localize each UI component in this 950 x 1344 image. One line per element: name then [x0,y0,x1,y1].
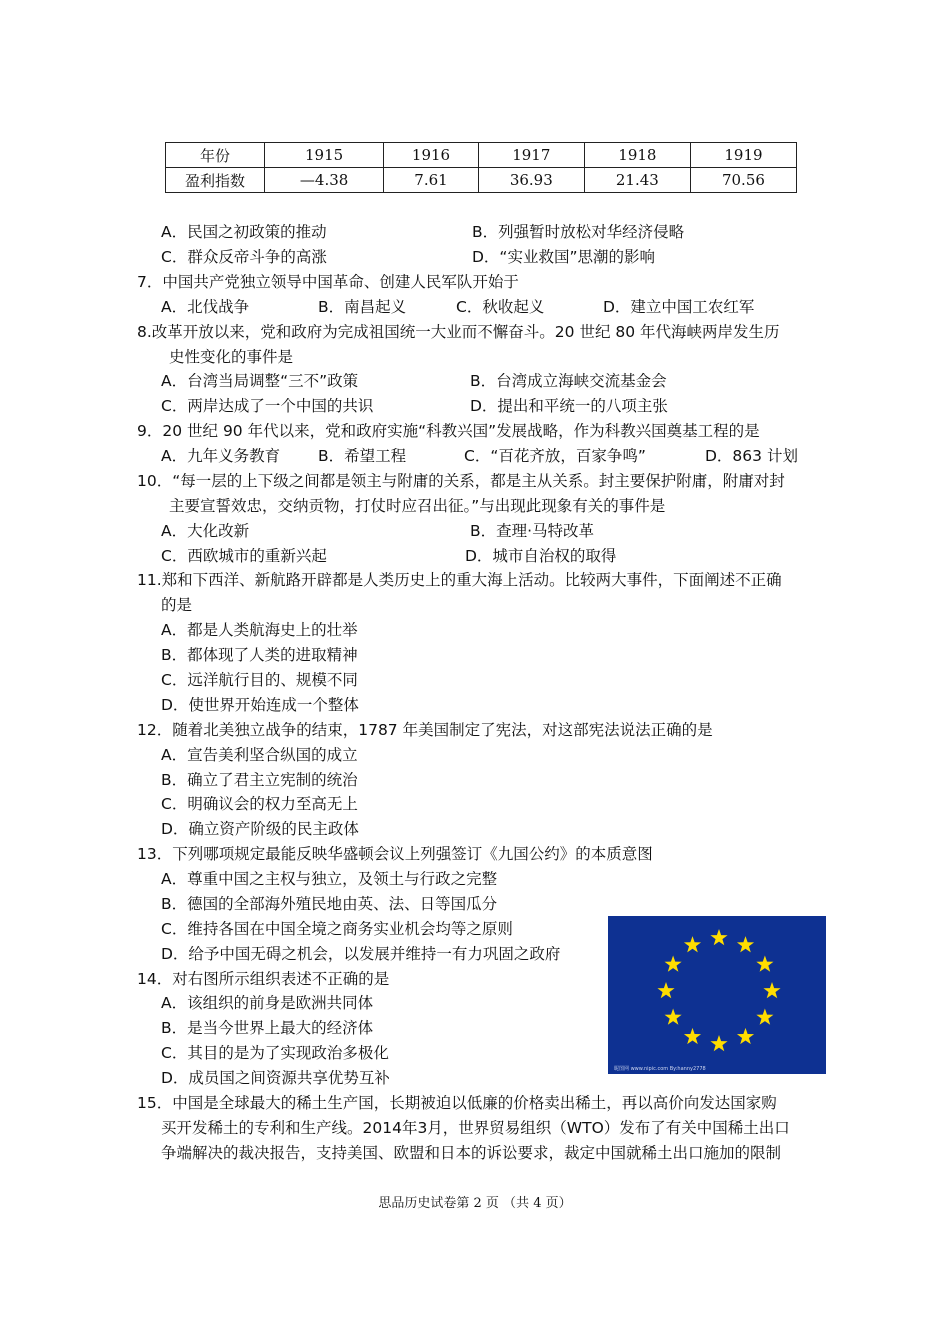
star-icon [665,956,682,972]
q11-stem-line1: 11.郑和下西洋、新航路开辟都是人类历史上的重大海上活动。比较两大事件，下面阐述不正确 [137,571,782,589]
q7-option-b: B．南昌起义 [318,298,407,316]
q8-stem-line1: 8.改革开放以来，党和政府为完成祖国统一大业而不懈奋斗。20 世纪 80 年代海峡两岸发生历 [137,323,780,341]
q6-option-c: C．群众反帝斗争的高涨 [161,248,327,266]
q9-option-d: D．863 计划 [705,447,798,465]
table-row-index [166,168,797,193]
q11-option-b: B．都体现了人类的进取精神 [161,646,358,664]
q13-option-d: D．给予中国无碍之机会，以发展并维持一有力巩固之政府 [161,945,561,963]
q14-stem: 14．对右图所示组织表述不正确的是 [137,970,390,988]
q10-stem-line2: 主要宣誓效忠，交纳贡物，打仗时应召出征。”与出现此现象有关的事件是 [169,497,666,515]
star-icon [684,1028,701,1044]
q9-stem: 9．20 世纪 90 年代以来，党和政府实施“科教兴国”发展战略，作为科教兴国奠基工程的是 [137,422,760,440]
star-icon [737,936,754,952]
profit-index-table [165,142,797,193]
star-icon [763,982,780,998]
q7-option-a: A．北伐战争 [161,298,250,316]
q10-option-b: B．查理·马特改革 [470,522,595,540]
q8-option-d: D．提出和平统一的八项主张 [470,397,668,415]
star-icon [684,936,701,952]
q14-option-a: A．该组织的前身是欧洲共同体 [161,994,374,1012]
q15-line1: 15．中国是全球最大的稀土生产国，长期被迫以低廉的价格卖出稀土，再以高价向发达国家购 [137,1094,777,1112]
table-cell: —4.38 [265,168,384,193]
table-cell: 1919 [690,143,796,168]
q9-option-a: A．九年义务教育 [161,447,281,465]
table-cell: 1916 [384,143,479,168]
q11-option-d: D．使世界开始连成一个整体 [161,696,359,714]
q13-option-b: B．德国的全部海外殖民地由英、法、日等国瓜分 [161,895,498,913]
table-cell: 21.43 [584,168,690,193]
q9-option-b: B．希望工程 [318,447,407,465]
q12-option-c: C．明确议会的权力至高无上 [161,795,358,813]
q12-stem: 12．随着北美独立战争的结束，1787 年美国制定了宪法，对这部宪法说法正确的是 [137,721,713,739]
q7-option-d: D．建立中国工农红军 [603,298,755,316]
q11-stem-line2: 的是 [161,596,193,614]
table-cell: 1917 [478,143,584,168]
q6-option-d: D．“实业救国”思潮的影响 [472,248,655,266]
star-icon [756,956,773,972]
q13-option-c: C．维持各国在中国全境之商务实业机会均等之原则 [161,920,513,938]
q14-option-d: D．成员国之间资源共享优势互补 [161,1069,390,1087]
star-icon [710,1035,727,1051]
star-icon [756,1009,773,1025]
table-header-index: 盈利指数 [166,168,265,193]
q12-option-d: D．确立资产阶级的民主政体 [161,820,359,838]
star-icon [665,1009,682,1025]
eu-flag-icon [608,916,826,1074]
q14-option-c: C．其目的是为了实现政治多极化 [161,1044,389,1062]
table-cell: 1915 [265,143,384,168]
q10-option-a: A．大化改新 [161,522,250,540]
q6-option-b: B．列强暂时放松对华经济侵略 [472,223,685,241]
eu-flag-stars [608,916,826,1074]
q11-option-a: A．都是人类航海史上的壮举 [161,621,358,639]
star-icon [710,929,727,945]
q13-stem: 13．下列哪项规定最能反映华盛顿会议上列强签订《九国公约》的本质意图 [137,845,653,863]
q15-line3: 争端解决的裁决报告，支持美国、欧盟和日本的诉讼要求，裁定中国就稀土出口施加的限制 [161,1144,782,1162]
q12-option-a: A．宣告美利坚合纵国的成立 [161,746,358,764]
table-row-year [166,143,797,168]
table-cell: 36.93 [478,168,584,193]
q7-option-c: C．秋收起义 [456,298,545,316]
q8-option-b: B．台湾成立海峡交流基金会 [470,372,667,390]
table-cell: 1918 [584,143,690,168]
q8-option-c: C．两岸达成了一个中国的共识 [161,397,374,415]
table-cell: 7.61 [384,168,479,193]
q15-line2: 买开发稀土的专利和生产线。2014年3月，世界贸易组织（WTO）发布了有关中国稀土出口 [161,1119,790,1137]
q7-stem: 7．中国共产党独立领导中国革命、创建人民军队开始于 [137,273,519,291]
q10-stem-line1: 10．“每一层的上下级之间都是领主与附庸的关系，都是主从关系。封主要保护附庸，附庸对封 [137,472,785,490]
star-icon [737,1028,754,1044]
q6-option-a: A．民国之初政策的推动 [161,223,327,241]
page-footer: 思品历史试卷第 2 页 （共 4 页） [378,1196,572,1211]
q10-option-c: C．西欧城市的重新兴起 [161,547,327,565]
q13-option-a: A．尊重中国之主权与独立，及领土与行政之完整 [161,870,498,888]
q10-option-d: D．城市自治权的取得 [465,547,617,565]
table-cell: 70.56 [690,168,796,193]
q8-option-a: A．台湾当局调整“三不”政策 [161,372,359,390]
image-watermark: 昵图网 www.nipic.com By:hanny2778 [614,1066,706,1072]
q8-stem-line2: 史性变化的事件是 [169,348,294,366]
star-icon [657,982,674,998]
q9-option-c: C．“百花齐放，百家争鸣” [464,447,646,465]
q11-option-c: C．远洋航行目的、规模不同 [161,671,358,689]
q12-option-b: B．确立了君主立宪制的统治 [161,771,358,789]
table-header-year: 年份 [166,143,265,168]
q14-option-b: B．是当今世界上最大的经济体 [161,1019,374,1037]
